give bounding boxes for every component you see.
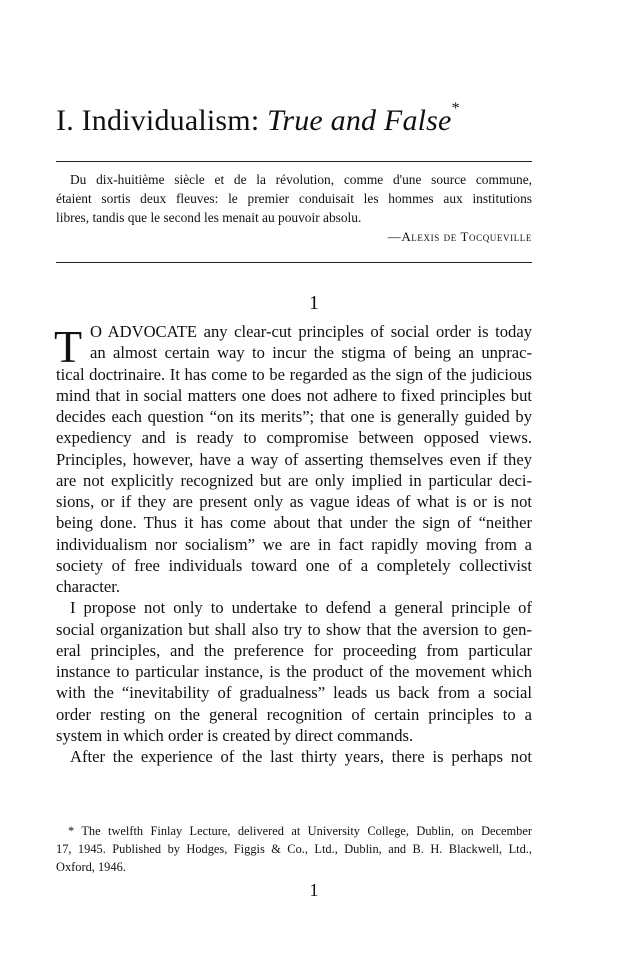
chapter-title-roman: I. Individualism: bbox=[56, 104, 268, 137]
text-line: system in which order is created by direct commands. bbox=[56, 725, 414, 745]
footnote-line: * The twelfth Finlay Lecture, delivered at University College, Dublin, on December bbox=[68, 824, 532, 838]
footnote-line: Oxford, 1946. bbox=[56, 860, 126, 874]
text-line: I propose not only to undertake to defend a general principle of bbox=[70, 598, 532, 618]
paragraph-1 bbox=[56, 321, 532, 597]
epigraph-line: libres, tandis que le second les menait au pouvoir absolu. bbox=[56, 210, 362, 225]
epigraph-line: étaient sortis deux fleuves: le premier conduisait les hommes aux institutions bbox=[56, 191, 532, 206]
page-number: 1 bbox=[309, 880, 319, 900]
text-line: are not explicitly recognized but are only implied in particular deci- bbox=[56, 470, 532, 490]
chapter-title-italic: True and False bbox=[267, 104, 452, 137]
text-line: eral principles, and the preference for proceeding from particular bbox=[56, 640, 532, 660]
footnote-line: 17, 1945. Published by Hodges, Figgis & Co., Ltd., Dublin, and B. H. Blackwell, Ltd., bbox=[56, 842, 532, 856]
text-line: tical doctrinaire. It has come to be regarded as the sign of the judicious bbox=[56, 364, 532, 384]
text-line: expediency and is ready to compromise between opposed views. bbox=[56, 428, 532, 448]
text-line: decides each question “on its merits”; that one is generally guided by bbox=[56, 407, 532, 426]
text-line: with the “inevitability of gradualness” leads us back from a social bbox=[56, 683, 532, 703]
paragraph-2 bbox=[56, 597, 532, 746]
text-line: order resting on the general recognition of certain principles to a bbox=[56, 704, 532, 724]
chapter-title bbox=[56, 100, 460, 138]
text-line: instance to particular instance, is the product of the movement which bbox=[56, 662, 532, 681]
text-line: an almost certain way to incur the stigma of being an unprac- bbox=[90, 343, 532, 363]
text-line: society of free individuals toward one of a completely collectivist bbox=[56, 555, 532, 575]
section-number: 1 bbox=[309, 292, 319, 314]
epigraph-attribution: —Alexis de Tocqueville bbox=[387, 229, 532, 244]
paragraph-3 bbox=[56, 746, 532, 767]
footnote-marker: * bbox=[451, 100, 460, 117]
drop-cap: T bbox=[54, 321, 83, 372]
text-line: Principles, however, have a way of asserting themselves even if they bbox=[56, 449, 532, 469]
text-line: sions, or if they are present only as vague ideas of what is or is not bbox=[56, 492, 532, 511]
text-line: After the experience of the last thirty years, there is perhaps not bbox=[70, 747, 532, 766]
text-line: mind that in social matters one does not adhere to fixed principles but bbox=[56, 385, 532, 405]
body-text bbox=[56, 321, 532, 767]
epigraph-line: Du dix-huitième siècle et de la révolution, comme d'une source commune, bbox=[70, 172, 532, 187]
text-line: social organization but shall also try to show that the aversion to gen- bbox=[56, 619, 532, 639]
text-line: individualism nor socialism” we are in fact rapidly moving from a bbox=[56, 534, 532, 554]
text-line: character. bbox=[56, 577, 121, 596]
text-line: being done. Thus it has come about that under the sign of “neither bbox=[56, 513, 532, 533]
bottom-rule bbox=[56, 262, 532, 263]
text-line: O ADVOCATE any clear-cut principles of social order is today bbox=[90, 322, 532, 341]
epigraph bbox=[56, 170, 532, 227]
footnote bbox=[56, 822, 532, 876]
top-rule bbox=[56, 161, 532, 162]
